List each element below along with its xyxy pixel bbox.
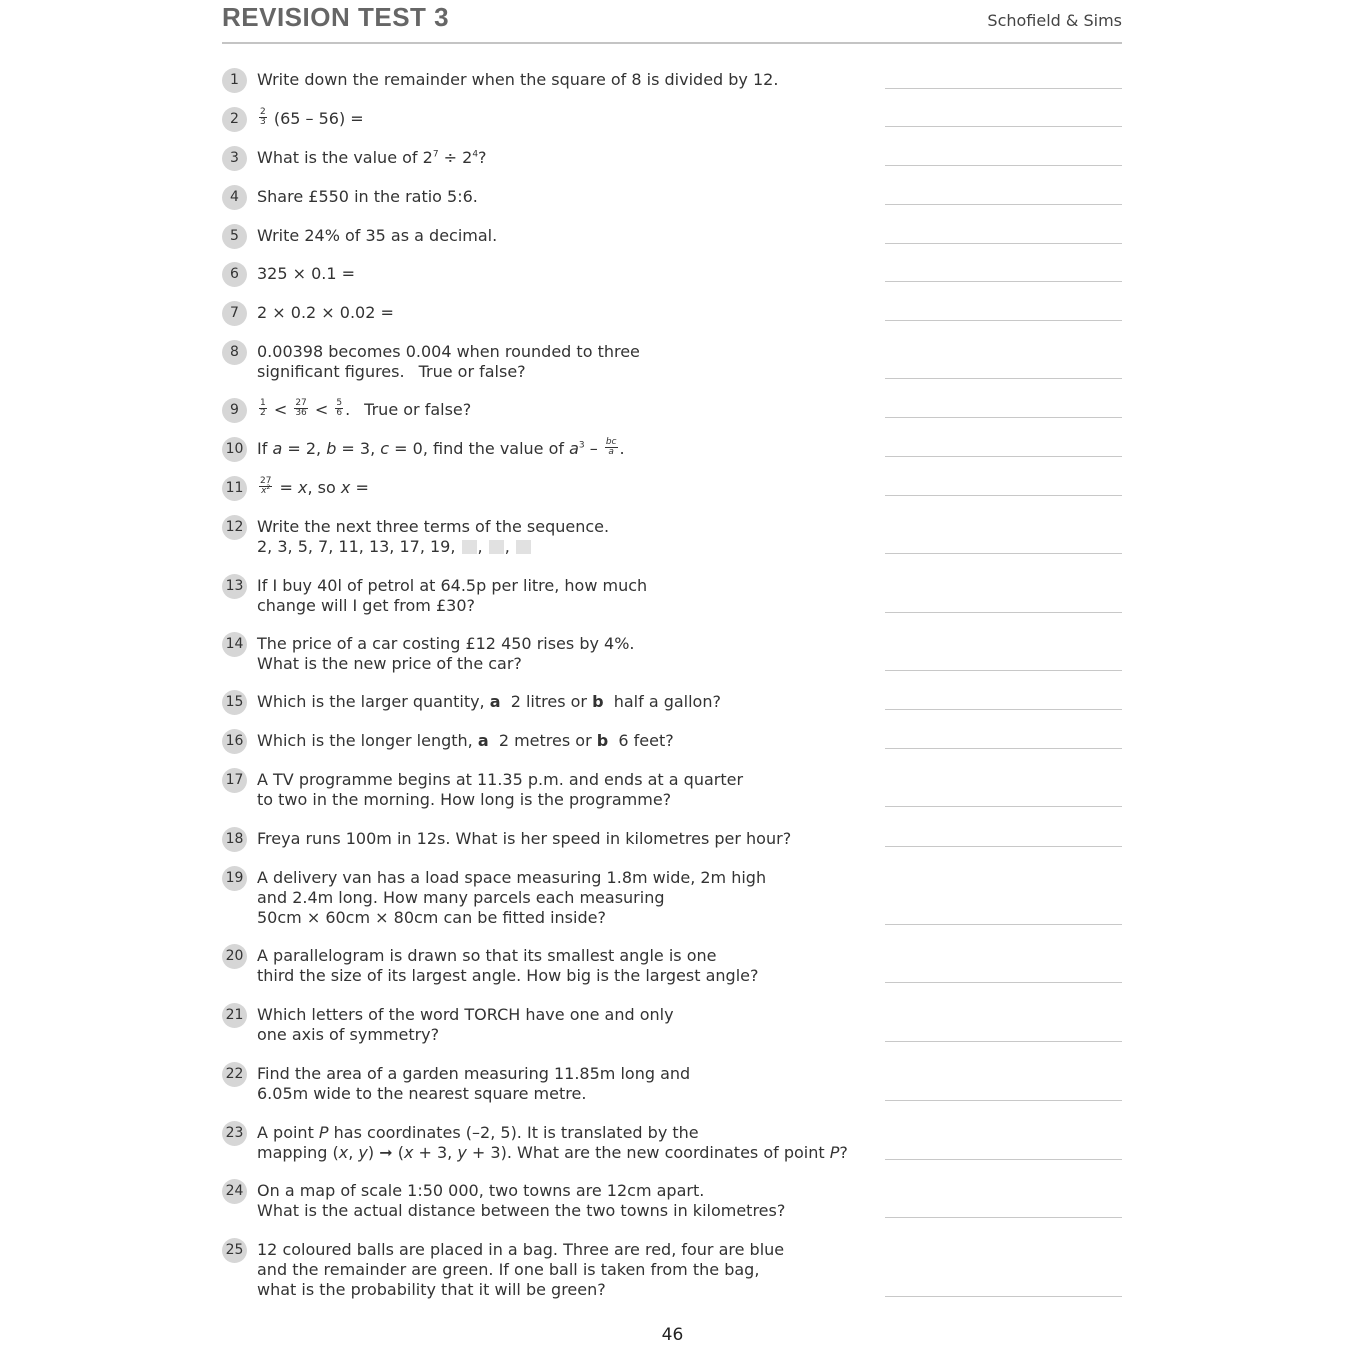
question-number: 22 bbox=[222, 1062, 247, 1087]
question-number: 11 bbox=[222, 476, 247, 501]
answer-line[interactable] bbox=[885, 495, 1122, 496]
question-text: Write down the remainder when the square of 8 is divided by 12. bbox=[257, 70, 779, 89]
answer-line[interactable] bbox=[885, 1100, 1122, 1101]
answer-line[interactable] bbox=[885, 709, 1122, 710]
question-number: 15 bbox=[222, 690, 247, 715]
question-number: 25 bbox=[222, 1238, 247, 1263]
fraction: $\frac{1}{2}$ bbox=[260, 398, 266, 418]
answer-line[interactable] bbox=[885, 1159, 1122, 1160]
question-text: Write the next three terms of the sequence. 2, 3, 5, 7, 11, 13, 17, 19, , , bbox=[257, 517, 610, 556]
blank-box[interactable] bbox=[489, 540, 504, 554]
question-number: 5 bbox=[222, 224, 247, 249]
question-number: 3 bbox=[222, 146, 247, 171]
answer-line[interactable] bbox=[885, 456, 1122, 457]
question-text: If a = 2, b = 3, c = 0, find the value of $a^3$ – $\frac{bc}{a}$ . bbox=[257, 437, 625, 458]
question-text: A delivery van has a load space measuring 1.8m wide, 2m high and 2.4m long. How many parcels each measuring 50cm × 60cm × 80cm can be fitted inside? bbox=[257, 868, 767, 927]
question-text: $\frac{1}{2}$ < $\frac{27}{36}$ < $\frac{5}{6}$ . True or false? bbox=[260, 398, 472, 419]
question-text: 325 × 0.1 = bbox=[257, 264, 356, 283]
question-text: $\frac{2}{3}$ (65 – 56) = bbox=[260, 107, 364, 128]
fraction: $\frac{27}{36}$ bbox=[295, 398, 307, 418]
question-number: 24 bbox=[222, 1179, 247, 1204]
question-text: Write 24% of 35 as a decimal. bbox=[257, 226, 498, 245]
answer-line[interactable] bbox=[885, 320, 1122, 321]
question-text: A point P has coordinates (–2, 5). It is translated by the mapping (x, y) ➞ (x + 3, y + 3). What are the new coordinates of point P? bbox=[257, 1123, 848, 1162]
answer-line[interactable] bbox=[885, 1296, 1122, 1297]
question-number: 14 bbox=[222, 632, 247, 657]
answer-line[interactable] bbox=[885, 846, 1122, 847]
answer-line[interactable] bbox=[885, 204, 1122, 205]
question-number: 21 bbox=[222, 1003, 247, 1028]
question-number: 18 bbox=[222, 827, 247, 852]
answer-line[interactable] bbox=[885, 126, 1122, 127]
question-text: $\frac{27}{x^2}$ = x, so x = bbox=[260, 476, 369, 497]
answer-line[interactable] bbox=[885, 670, 1122, 671]
question-number: 23 bbox=[222, 1121, 247, 1146]
question-number: 1 bbox=[222, 68, 247, 93]
answer-line[interactable] bbox=[885, 417, 1122, 418]
question-number: 7 bbox=[222, 301, 247, 326]
question-text: On a map of scale 1:50 000, two towns are 12cm apart. What is the actual distance between the two towns in kilometres? bbox=[257, 1181, 786, 1220]
question-text: Find the area of a garden measuring 11.85m long and 6.05m wide to the nearest square metre. bbox=[257, 1064, 691, 1103]
question-number: 13 bbox=[222, 574, 247, 599]
fraction: $\frac{5}{6}$ bbox=[336, 398, 343, 418]
answer-line[interactable] bbox=[885, 1217, 1122, 1218]
question-number: 9 bbox=[222, 398, 247, 423]
question-number: 10 bbox=[222, 437, 247, 462]
answer-line[interactable] bbox=[885, 806, 1122, 807]
answer-line[interactable] bbox=[885, 243, 1122, 244]
answer-line[interactable] bbox=[885, 281, 1122, 282]
blank-box[interactable] bbox=[462, 540, 477, 554]
question-number: 6 bbox=[222, 262, 247, 287]
answer-line[interactable] bbox=[885, 982, 1122, 983]
question-number: 16 bbox=[222, 729, 247, 754]
question-number: 17 bbox=[222, 768, 247, 793]
question-text: Which letters of the word TORCH have one and only one axis of symmetry? bbox=[257, 1005, 674, 1044]
question-text: Which is the longer length, a 2 metres or b 6 feet? bbox=[257, 731, 674, 750]
publisher-name: Schofield & Sims bbox=[987, 11, 1122, 30]
question-number: 12 bbox=[222, 515, 247, 540]
question-text: 12 coloured balls are placed in a bag. Three are red, four are blue and the remainder are green. If one ball is taken from the bag, what is the probability that it will be green? bbox=[257, 1240, 785, 1299]
fraction: $\frac{27}{x^2}$ bbox=[260, 476, 272, 496]
page-number: 46 bbox=[661, 1325, 684, 1345]
question-text: Share £550 in the ratio 5:6. bbox=[257, 187, 478, 206]
answer-line[interactable] bbox=[885, 553, 1122, 554]
fraction: $\frac{2}{3}$ bbox=[260, 107, 266, 127]
answer-line[interactable] bbox=[885, 88, 1122, 89]
answer-line[interactable] bbox=[885, 748, 1122, 749]
question-text: 2 × 0.2 × 0.02 = bbox=[257, 303, 394, 322]
question-number: 19 bbox=[222, 866, 247, 891]
question-text: A TV programme begins at 11.35 p.m. and ends at a quarter to two in the morning. How long is the programme? bbox=[257, 770, 744, 809]
question-text: What is the value of $2^7 \div 2^4$? bbox=[257, 148, 487, 167]
question-number: 20 bbox=[222, 944, 247, 969]
blank-box[interactable] bbox=[516, 540, 531, 554]
answer-line[interactable] bbox=[885, 924, 1122, 925]
question-text: Freya runs 100m in 12s. What is her speed in kilometres per hour? bbox=[257, 829, 792, 848]
question-text: A parallelogram is drawn so that its smallest angle is one third the size of its largest angle. How big is the largest angle? bbox=[257, 946, 759, 985]
answer-line[interactable] bbox=[885, 378, 1122, 379]
question-text: If I buy 40l of petrol at 64.5p per litre, how much change will I get from £30? bbox=[257, 576, 648, 615]
question-text: Which is the larger quantity, a 2 litres or b half a gallon? bbox=[257, 692, 721, 711]
question-text: 0.00398 becomes 0.004 when rounded to three significant figures. True or false? bbox=[257, 342, 640, 381]
question-number: 4 bbox=[222, 185, 247, 210]
question-text: The price of a car costing £12 450 rises by 4%. What is the new price of the car? bbox=[257, 634, 635, 673]
answer-line[interactable] bbox=[885, 1041, 1122, 1042]
question-number: 2 bbox=[222, 107, 247, 132]
answer-line[interactable] bbox=[885, 165, 1122, 166]
answer-line[interactable] bbox=[885, 612, 1122, 613]
question-number: 8 bbox=[222, 340, 247, 365]
page-header bbox=[222, 2, 1122, 44]
fraction: $\frac{bc}{a}$ bbox=[605, 437, 617, 457]
page-title: REVISION TEST 3 bbox=[222, 2, 450, 32]
